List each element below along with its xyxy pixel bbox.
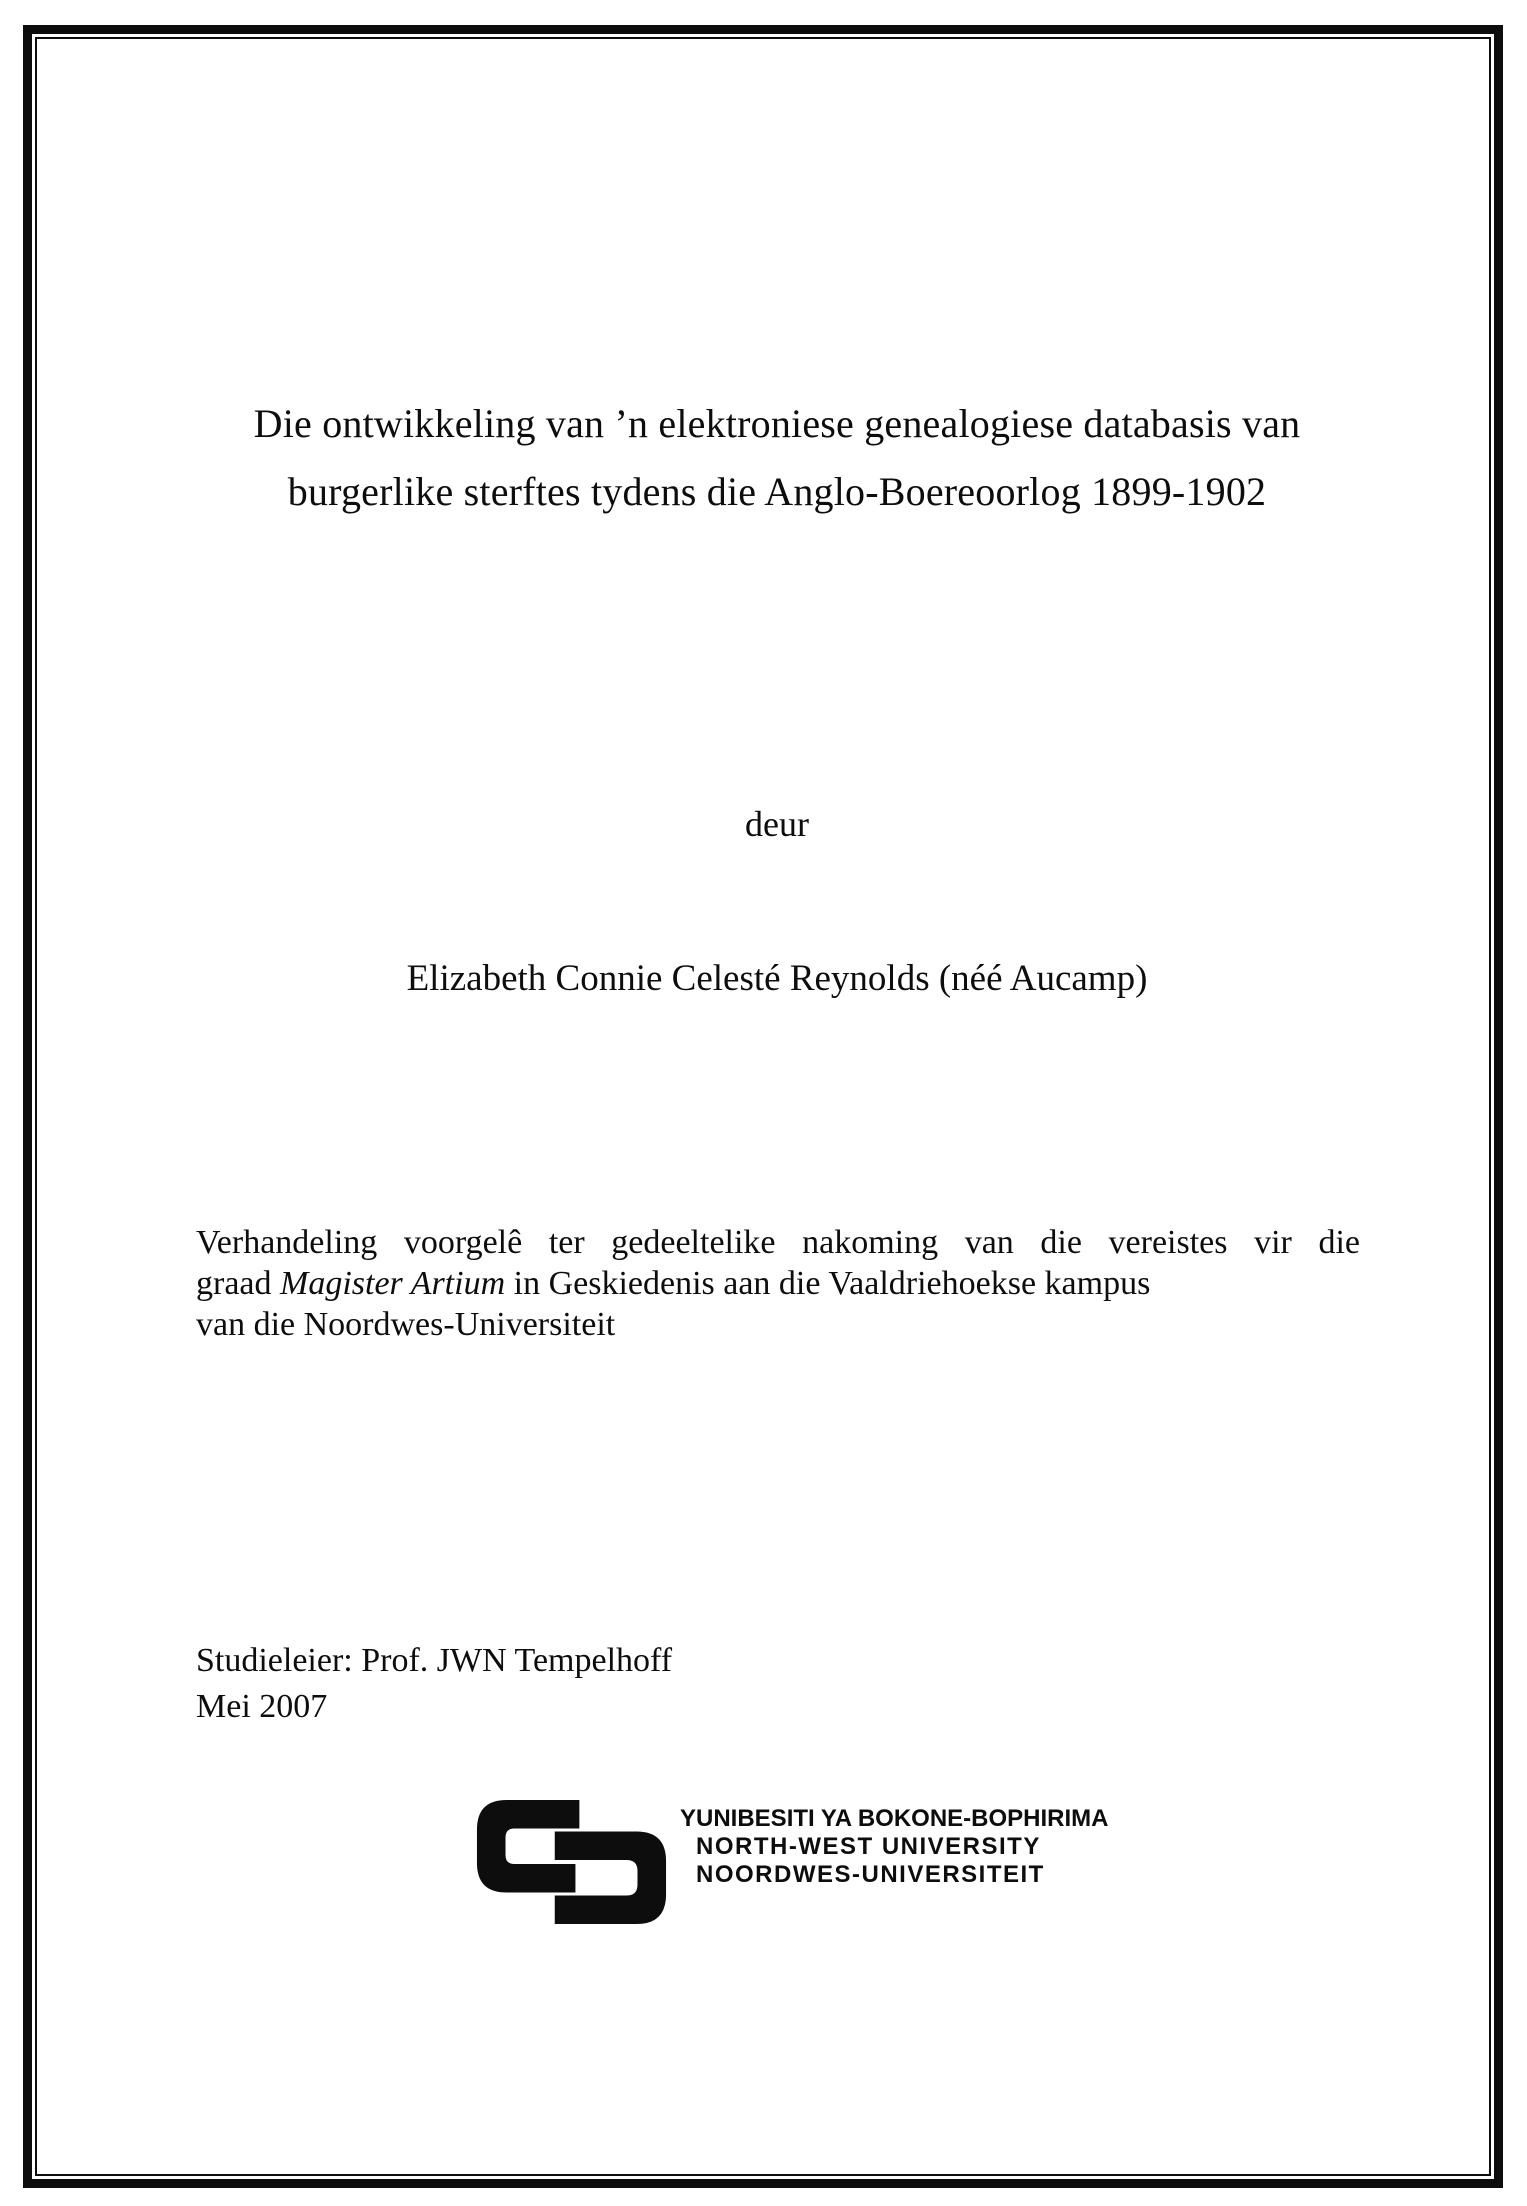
statement-line-2-post: in Geskiedenis aan die Vaaldriehoekse kampus — [505, 1265, 1151, 1302]
byline: deur — [745, 804, 809, 844]
nwu-logo-icon — [473, 1797, 670, 1927]
statement-line-2-pre: graad — [196, 1265, 281, 1302]
date-line: Mei 2007 — [196, 1688, 328, 1725]
supervisor-line: Studieleier: Prof. JWN Tempelhoff — [196, 1642, 673, 1679]
thesis-title — [182, 390, 1372, 526]
degree-statement — [196, 1222, 1360, 1345]
degree-name: Magister Artium — [280, 1265, 506, 1302]
supervisor-block — [196, 1638, 672, 1730]
statement-line-2 — [196, 1263, 1360, 1304]
statement-line-3: van die Noordwes-Universiteit — [196, 1306, 616, 1343]
university-logo-text — [680, 1797, 1109, 1889]
statement-line-1: Verhandeling voorgelê ter gedeeltelike nakoming van die vereistes vir die — [196, 1224, 1360, 1261]
title-line-2: burgerlike sterftes tydens die Anglo-Boereoorlog 1899-1902 — [287, 469, 1267, 514]
logo-text-afrikaans: NOORDWES-UNIVERSITEIT — [696, 1861, 1045, 1888]
title-line-1: Die ontwikkeling van ’n elektroniese genealogiese databasis van — [253, 401, 1301, 446]
university-logo — [473, 1797, 1109, 1927]
logo-text-english: NORTH-WEST UNIVERSITY — [696, 1833, 1041, 1860]
logo-text-setswana: YUNIBESITI YA BOKONE-BOPHIRIMA — [680, 1805, 1109, 1832]
author-name: Elizabeth Connie Celesté Reynolds (néé Aucamp) — [406, 958, 1148, 999]
